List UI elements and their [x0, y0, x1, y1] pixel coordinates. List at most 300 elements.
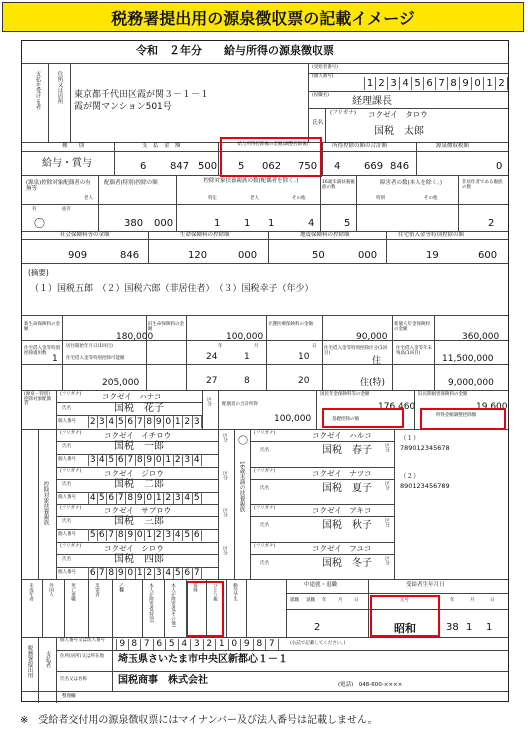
digit-cell: 9	[241, 639, 254, 650]
digit-cell: 5	[174, 567, 184, 579]
row-line	[56, 504, 218, 505]
right-dependents-section-label: 16歳未満の扶養親族	[238, 461, 245, 512]
digit-cell: 3	[164, 529, 174, 541]
flag-line	[186, 579, 187, 637]
dep-my-number	[88, 567, 202, 579]
digit-cell: 4	[107, 416, 117, 428]
digit-cell: 0	[229, 639, 242, 650]
digit-cell: 2	[183, 416, 193, 428]
under16-header: 16歳未満扶養親族の数	[322, 180, 355, 190]
dep-my-number-label: 個人番号	[58, 569, 76, 575]
disabled-header: 障害者の数(本人を除く。)	[380, 180, 442, 186]
digit-cell: 8	[107, 567, 117, 579]
row-line	[56, 579, 218, 580]
flag-header: 死亡退職	[70, 583, 76, 601]
digit-cell: 4	[174, 529, 184, 541]
digit-cell: 5	[98, 492, 108, 504]
digit-cell: 2	[145, 567, 155, 579]
dep16-note-label: （１）	[400, 434, 420, 442]
national-pension: 176,460	[378, 402, 416, 412]
day-label: 日	[312, 344, 317, 349]
digit-cell: 5	[117, 416, 127, 428]
flag-line	[64, 579, 65, 637]
digit-cell: 8	[129, 639, 142, 650]
digit-cell: 9	[155, 416, 165, 428]
dep16-name: 国税 夏子	[322, 482, 372, 494]
digit-cell: 7	[141, 639, 154, 650]
digit-cell: 5	[183, 529, 193, 541]
spouse-section-label: (源泉・特別)控除対象配偶者	[24, 392, 51, 406]
row-line	[56, 467, 218, 468]
digit-cell: 1	[216, 639, 229, 650]
row-line	[250, 579, 394, 580]
resident-year-2: 27	[206, 376, 218, 386]
social-yen: 846	[120, 250, 140, 261]
spouse-mark: 〇	[34, 217, 45, 230]
flag-line	[142, 579, 143, 637]
flag-line	[42, 579, 43, 637]
recipient-no-label: (受給者番号)	[312, 65, 339, 70]
dep-name-label: 氏名	[62, 481, 71, 487]
resident-year: 24	[206, 352, 218, 362]
spouse-elderly-label: 老人	[84, 196, 93, 201]
birth-sub-1: 年	[450, 598, 455, 603]
digit-cell: 4	[400, 77, 412, 90]
digit-cell: 4	[164, 567, 174, 579]
housing-yen: 600	[478, 250, 498, 261]
digit-cell: 3	[174, 492, 184, 504]
payee-my-number-label: (個人番号)	[312, 74, 334, 79]
digit-cell: 1	[364, 77, 376, 90]
header-after-deduction: 給与所得控除後の金額(調整控除後)	[237, 142, 309, 147]
dep-division-label: 区分	[222, 545, 228, 555]
dep16-furigana: コクゼイ フユコ	[312, 543, 372, 553]
digit-cell: 6	[89, 567, 96, 578]
digit-cell: 6	[117, 454, 127, 466]
payment-847: 847	[170, 161, 190, 172]
dep16-name-label: 氏名	[260, 485, 269, 491]
spouse-income: 100,000	[274, 414, 312, 424]
dep16-note: 890123456789	[400, 481, 450, 490]
digit-cell: 4	[98, 454, 108, 466]
life-th: 120	[188, 250, 208, 261]
new-pension-label: 新個人年金保険料の金額	[394, 322, 430, 332]
old-long-term: 19,600	[476, 402, 508, 412]
digit-cell: 7	[266, 639, 279, 650]
payer-section-label: 支払者	[44, 651, 51, 668]
row-line	[250, 516, 394, 517]
digit-cell: 1	[145, 529, 155, 541]
dep-furigana-label: (フリガナ)	[60, 431, 82, 436]
digit-cell: 6	[193, 529, 203, 541]
digit-cell: 6	[126, 416, 136, 428]
spouse-income-label: 配偶者の合計所得	[222, 402, 258, 407]
housing-possible: 205,000	[102, 378, 140, 388]
digit-cell: 9	[117, 567, 127, 579]
resident-month-2: 8	[244, 376, 250, 386]
digit-cell: 7	[98, 567, 108, 579]
digit-cell: 5	[107, 454, 117, 466]
flag-header: 未成年者	[28, 583, 34, 601]
spouse-deduction-th: 380	[124, 218, 144, 229]
side-label: 税務署提出用	[26, 645, 33, 678]
total-deduction-yen: 846	[390, 161, 410, 172]
digit-cell: 6	[107, 492, 117, 504]
birth-era: 昭和	[394, 622, 416, 635]
elderly-inner-count: 1	[244, 218, 251, 229]
dep16-note-label: （２）	[400, 471, 420, 480]
resident-month: 1	[244, 352, 250, 362]
dep-mark: 〇	[238, 436, 248, 447]
spouse-deduction-header: 配偶者(特別)控除の額	[104, 180, 158, 186]
dep16-furigana-label: (フリガナ)	[254, 468, 276, 474]
digit-cell: 2	[164, 492, 174, 504]
total-deduction-th: 4	[334, 161, 341, 172]
dep16-name-label: 氏名	[260, 560, 269, 566]
digit-cell: 4	[179, 639, 192, 650]
digit-cell: 6	[154, 639, 167, 650]
year-label: 年	[218, 344, 223, 349]
digit-cell: 1	[164, 454, 174, 466]
housing-class-label: 住宅借入金等特別控除区分(1回目)	[324, 346, 388, 356]
spouse-name: 国税 花子	[114, 403, 164, 414]
flag-line	[246, 579, 247, 637]
old-life-label: 旧生命保険料の金額	[148, 322, 184, 332]
dep16-furigana-label: (フリガナ)	[254, 506, 276, 511]
birth-sub-0: 元号	[400, 598, 409, 603]
old-life-value: 100,000	[226, 332, 264, 342]
birth-year: 38	[446, 622, 459, 633]
form-title: 令和 ２年分 給与所得の源泉徴収票	[136, 44, 334, 57]
spouse-name-label: 氏名	[62, 406, 71, 411]
digit-cell: 9	[136, 492, 146, 504]
flag-line	[112, 579, 113, 637]
quake-yen: 000	[358, 250, 378, 261]
spouse-division-label: 区分	[206, 397, 212, 406]
row-line	[250, 504, 394, 505]
yes-sub-label: 従有	[62, 207, 71, 212]
label-disabled-other: その他	[424, 196, 438, 201]
digit-cell: 3	[89, 455, 96, 465]
payer-name: 国税商事 株式会社	[118, 675, 208, 686]
label-elderly: 老人	[250, 196, 259, 201]
elderly-count: 1	[268, 218, 275, 229]
resident-day: 10	[298, 352, 310, 362]
digit-cell: 2	[376, 77, 388, 90]
employment-month: 2	[314, 622, 321, 633]
digit-cell: 9	[116, 639, 129, 650]
birth-month: 1	[466, 622, 473, 633]
footnote: ※ 受給者交付用の源泉徴収票にはマイナンバー及び法人番号は記載しません。	[20, 715, 378, 726]
dep-furigana: コクゼイ イチロウ	[104, 431, 172, 440]
payee-section-label: 支払を受ける者	[34, 71, 41, 110]
employment-label: 就職	[290, 598, 299, 603]
retirement-label: 退職	[306, 598, 315, 603]
payee-furigana-label: (フリガナ)	[330, 110, 357, 116]
birth-day: 1	[486, 622, 493, 633]
spouse-deduction-yen: 000	[154, 218, 174, 229]
resident-start-label: 居住開始年月日(1回目)	[66, 344, 113, 349]
digit-cell: 1	[136, 567, 146, 579]
row-line	[250, 542, 394, 543]
withholding-slip-form	[21, 40, 509, 702]
flag-header: 災害者	[94, 583, 100, 597]
digit-cell: 3	[98, 416, 108, 428]
nonresident-header: 非居住者である親族の数	[462, 180, 503, 190]
row-line	[250, 554, 394, 555]
digit-cell: 7	[193, 567, 203, 579]
digit-cell: 7	[126, 454, 136, 466]
digit-cell: 2	[496, 77, 508, 90]
new-life-label: 新生命保険料の金額	[24, 322, 60, 332]
basic-deduction-label: 基礎控除の額	[332, 417, 359, 422]
amount-type: 給与・賞与	[42, 158, 92, 169]
position-label: (役職名)	[312, 93, 330, 98]
header-housing: 住宅借入金等特別控除の額	[398, 232, 465, 238]
dep-division-label: 区分	[222, 508, 228, 517]
payer-address: 埼玉県さいたま市中央区新都心１－１	[118, 654, 288, 665]
digit-cell: 0	[126, 567, 136, 579]
digit-cell: 6	[98, 529, 108, 541]
left-dependents-section-label: 控除対象扶養親族	[42, 481, 49, 525]
dep-my-number-label: 個人番号	[58, 532, 76, 537]
digit-cell: 2	[174, 454, 184, 466]
year-end-balance: 11,500,000	[442, 354, 494, 364]
dep16-division-label: 区分	[384, 480, 390, 490]
birth-sub-2: 月	[470, 598, 475, 603]
spouse-furigana: コクゼイ ハナコ	[102, 392, 162, 401]
highlight-income-adjust	[420, 408, 506, 430]
highlight-basic-deduction	[322, 408, 404, 428]
row-line	[250, 467, 394, 468]
digit-cell: 3	[388, 77, 400, 90]
digit-cell: 8	[254, 639, 267, 650]
digit-cell: 0	[145, 492, 155, 504]
digit-cell: 0	[164, 416, 174, 428]
housing-class-2: 住(特)	[360, 378, 386, 388]
mid-month-label: 月	[338, 598, 343, 603]
digit-cell: 5	[89, 530, 96, 540]
dep-my-number-label: 個人番号	[58, 457, 76, 462]
spouse-my-number-label: 個人番号	[58, 419, 76, 424]
digit-cell: 9	[126, 529, 136, 541]
payee-address-line1: 東京都千代田区霞が関３－１－１	[74, 90, 210, 100]
old-long-term-label: 旧長期損害保険料の金額	[418, 392, 468, 397]
housing-count: 1	[52, 354, 58, 364]
digit-cell: 4	[193, 454, 203, 466]
flag-line	[226, 579, 227, 637]
social-th: 909	[68, 250, 88, 261]
header-total-deduction: 所得控除の額の合計額	[332, 143, 388, 149]
dep-name-label: 氏名	[62, 444, 71, 449]
housing-possible-label: 住宅借入金等特別控除可能額	[66, 356, 125, 361]
digit-cell: 3	[155, 567, 165, 579]
flag-header: ひとり親	[212, 583, 218, 601]
dep-my-number-label: 個人番号	[58, 494, 76, 500]
year-end-balance-label: 住宅借入金等年末残高(1回目)	[396, 346, 432, 356]
total-deduction-669: 669	[364, 161, 384, 172]
spouse-header: (源泉)控除対象配偶者の有無等	[26, 180, 91, 192]
flag-header: 本人が障害者(その他)	[170, 583, 176, 628]
row-line	[250, 441, 394, 442]
header-social: 社会保険料等の金額	[60, 232, 110, 238]
dep16-division-label: 区分	[384, 518, 390, 527]
dep-furigana-label: (フリガナ)	[60, 543, 82, 549]
disabled-other-count: 2	[488, 218, 495, 229]
national-pension-label: 国民年金保険料等の金額	[320, 392, 370, 397]
mid-day-label: 日	[354, 598, 359, 603]
resident-day-2: 20	[298, 376, 310, 386]
digit-cell: 4	[183, 492, 193, 504]
dep-furigana-label: (フリガナ)	[60, 506, 82, 511]
digit-cell: 0	[155, 454, 165, 466]
dep-furigana-label: (フリガナ)	[60, 468, 82, 474]
dep16-furigana: コクゼイ ナツコ	[312, 468, 372, 478]
dep16-name: 国税 春子	[322, 445, 372, 456]
new-pension-value: 360,000	[462, 332, 500, 342]
dep16-furigana-label: (フリガナ)	[254, 431, 276, 436]
header-withholding: 源泉徴収税額	[436, 143, 470, 149]
dep-furigana: コクゼイ ジロウ	[104, 468, 164, 478]
flag-line	[164, 579, 165, 637]
digit-cell: 5	[412, 77, 424, 90]
payee-my-number	[364, 77, 508, 90]
dep-name: 国税 二郎	[114, 478, 164, 490]
digit-cell: 1	[155, 492, 165, 504]
dep-furigana: コクゼイ シロウ	[104, 543, 164, 553]
digit-cell: 3	[193, 416, 203, 428]
digit-cell: 3	[191, 639, 204, 650]
flag-header: 乙欄	[118, 583, 124, 592]
dep-name: 国税 三郎	[114, 516, 164, 527]
digit-cell: 7	[107, 529, 117, 541]
digit-cell: 7	[117, 492, 127, 504]
payer-corp-no	[116, 639, 279, 650]
remarks-text: （１）国税五郎 （２）国税六郎（非居住者） （３）国税幸子（年少）	[30, 284, 314, 294]
new-life-value: 180,000	[116, 332, 154, 342]
org-label: 整理欄	[62, 694, 76, 699]
digit-cell: 8	[117, 529, 127, 541]
spouse-furigana-label: (フリガナ)	[60, 392, 82, 397]
month-label: 月	[254, 344, 259, 349]
dep16-name: 国税 冬子	[322, 557, 372, 569]
row-line	[56, 542, 218, 543]
payment-th: 6	[140, 161, 147, 172]
dep-division-label: 区分	[222, 433, 228, 442]
digit-cell: 0	[136, 529, 146, 541]
label-special: 特別	[376, 196, 385, 201]
dep-name: 国税 四郎	[114, 553, 164, 565]
digit-cell: 2	[155, 529, 165, 541]
digit-cell: 5	[193, 492, 203, 504]
payee-name: 国税 太郎	[374, 126, 424, 137]
payee-furigana: コクゼイ タロウ	[368, 110, 428, 119]
digit-cell: 0	[472, 77, 484, 90]
flag-header: 寡婦	[192, 583, 198, 592]
other-count: 4	[308, 218, 315, 229]
dep16-furigana: コクゼイ アキコ	[312, 506, 372, 515]
payer-phone: (電話) 048-600-××××	[338, 682, 403, 688]
mid-year-label: 年	[322, 598, 327, 603]
label-specific: 特定	[208, 196, 217, 201]
under16-count: 5	[344, 218, 351, 229]
quake-th: 50	[312, 250, 325, 261]
dep-name-label: 氏名	[62, 556, 71, 562]
flag-header: 勤労学生	[232, 583, 238, 601]
housing-th: 19	[426, 250, 439, 261]
dep16-furigana-label: (フリガナ)	[254, 543, 276, 549]
digit-cell: 8	[126, 492, 136, 504]
flag-header: 外国人	[48, 583, 54, 597]
dependents-header: 控除対象扶養親族の数(配偶者を除く。)	[203, 178, 299, 184]
payee-address-line2: 霞が関マンション501号	[74, 102, 172, 112]
dep-my-number	[88, 454, 202, 466]
payee-name-label: 氏名	[312, 120, 324, 126]
digit-cell: 8	[136, 454, 146, 466]
remarks-label: (摘要)	[28, 268, 49, 277]
income-adjust-label: 所得金額調整控除額	[435, 413, 477, 418]
flag-line	[88, 579, 89, 637]
digit-cell: 1	[484, 77, 496, 90]
after-deduction-th: 5	[238, 161, 245, 172]
dep16-note: 789012345678	[400, 444, 450, 452]
header-quake: 地震保険料の控除額	[300, 232, 350, 238]
digit-cell: 9	[145, 454, 155, 466]
yes-label: 有	[32, 207, 37, 212]
birth-sub-3: 日	[490, 598, 495, 603]
digit-cell: 6	[424, 77, 436, 90]
position-value: 経理課長	[352, 96, 392, 107]
digit-cell: 4	[89, 492, 96, 503]
year-end-balance-2: 9,000,000	[448, 378, 494, 388]
birth-header: 受給者生年月日	[406, 582, 445, 588]
digit-cell: 3	[183, 454, 193, 466]
dep-name-label: 氏名	[62, 519, 71, 524]
dep16-division-label: 区分	[384, 443, 390, 452]
payer-address-label: 住所(居所)又は所在地	[60, 654, 105, 659]
digit-cell: 8	[145, 416, 155, 428]
flag-header: 本人が障害者(特別)	[148, 583, 154, 623]
digit-cell: 5	[166, 639, 179, 650]
dep-my-number	[88, 529, 202, 541]
highlight-after-deduction	[220, 137, 322, 177]
digit-cell: 6	[183, 567, 193, 579]
withholding-yen: 0	[496, 161, 503, 172]
banner-title: 税務署提出用の源泉徴収票の記載イメージ	[2, 2, 524, 32]
life-yen: 000	[238, 250, 258, 261]
row-line	[250, 479, 394, 480]
digit-cell: 2	[89, 417, 96, 427]
after-deduction-062: 062	[262, 161, 282, 172]
dep-division-label: 区分	[222, 470, 228, 480]
care-value: 90,000	[356, 332, 388, 342]
digit-cell: 7	[436, 77, 448, 90]
mid-employment-header: 中途就・退職	[304, 582, 338, 588]
dep-furigana: コクゼイ サブロウ	[104, 506, 172, 515]
digit-cell: 9	[460, 77, 472, 90]
dep-name: 国税 一郎	[114, 441, 164, 452]
payer-corp-no-label: 個人番号又は法人番号	[60, 638, 105, 643]
dep16-name-label: 氏名	[260, 523, 269, 528]
housing-count-label: 住宅借入金等特別控除適用数	[24, 346, 60, 356]
digit-cell: 1	[174, 416, 184, 428]
dep16-name: 国税 秋子	[322, 520, 372, 531]
payer-name-label: 氏名又は名称	[60, 677, 87, 682]
after-deduction-yen: 750	[298, 161, 318, 172]
digit-cell: 7	[136, 416, 146, 428]
label-other: その他	[292, 196, 306, 201]
dep16-division-label: 区分	[384, 555, 390, 565]
